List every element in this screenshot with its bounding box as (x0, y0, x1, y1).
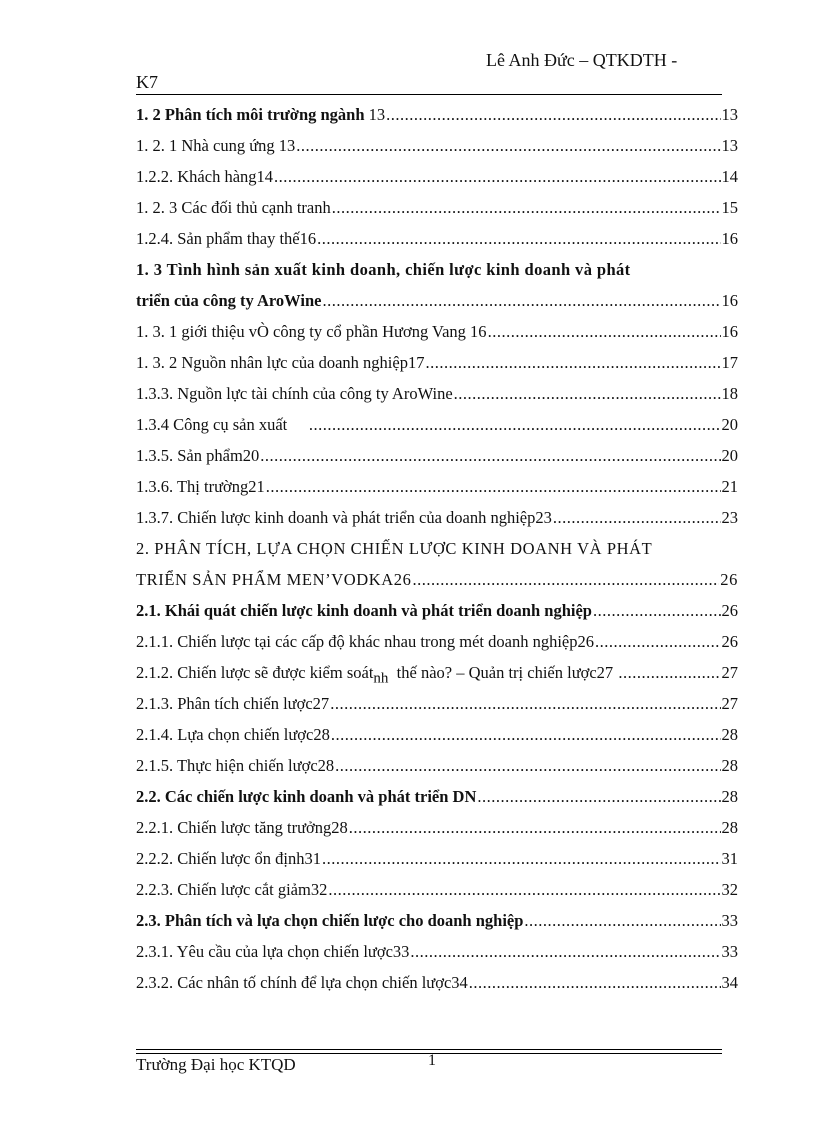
toc-entry-title: 2.1.4. Lựa chọn chiến lược28 (136, 725, 330, 744)
header-class: K7 (136, 72, 158, 92)
toc-entry (136, 569, 738, 600)
toc-entry-page: 26 (721, 632, 738, 651)
toc-entry-subscript: nh (373, 670, 389, 687)
header-rule (136, 94, 722, 95)
toc-leader-dots (328, 879, 720, 901)
toc-entry (136, 600, 738, 631)
toc-entry-page: 27 (721, 694, 738, 713)
toc-entry (136, 693, 738, 724)
toc-entry (136, 538, 738, 569)
toc-entry-title: 1. 3. 1 giới thiệu vÒ công ty cổ phần Hương Vang 16 (136, 322, 487, 341)
toc-entry (136, 197, 738, 228)
toc-entry (136, 259, 738, 290)
toc-entry (136, 817, 738, 848)
toc-entry-page: 17 (721, 353, 738, 372)
toc-entry (136, 352, 738, 383)
toc-entry (136, 848, 738, 879)
toc-leader-dots (335, 755, 720, 777)
toc-entry-title: 2.1.3. Phân tích chiến lược27 (136, 694, 330, 713)
toc-entry-title: 2.2.3. Chiến lược cắt giảm32 (136, 880, 328, 899)
toc-leader-dots (595, 631, 721, 653)
header-author: Lê Anh Đức – QTKDTH - (486, 50, 678, 70)
toc-entry (136, 445, 738, 476)
toc-entry (136, 879, 738, 910)
toc-entry-title: 2.2. Các chiến lược kinh doanh và phát triển DN (136, 787, 477, 806)
toc-leader-dots (322, 290, 720, 312)
toc-entry-title: 2.1. Khái quát chiến lược kinh doanh và phát triển doanh nghiệp (136, 601, 592, 620)
toc-leader-dots (553, 507, 721, 529)
toc-entry-page: 13 (721, 105, 738, 124)
toc-entry (136, 414, 738, 445)
toc-entry (136, 321, 738, 352)
toc-leader-dots (524, 910, 720, 932)
toc-entry-title: 1. 3 Tình hình sản xuất kinh doanh, chiến lược kinh doanh và phát (136, 260, 631, 279)
toc-entry-title: 1.2.2. Khách hàng14 (136, 167, 274, 186)
toc-entry-page: 23 (721, 508, 738, 527)
toc-leader-dots (331, 724, 721, 746)
toc-leader-dots (260, 445, 720, 467)
toc-entry-title: 1.3.6. Thị trường21 (136, 477, 265, 496)
toc-entry-title-rest: thế nào? – Quản trị chiến lược27 (388, 663, 618, 682)
toc-entry (136, 476, 738, 507)
toc-leader-dots (454, 383, 721, 405)
toc-entry-title: 1.2.4. Sản phẩm thay thế16 (136, 229, 317, 248)
toc-entry-page: 26 (720, 570, 738, 589)
toc-entry-title: 1.3.7. Chiến lược kinh doanh và phát triển của doanh nghiệp23 (136, 508, 552, 527)
toc-entry-page: 15 (721, 198, 738, 217)
toc-entry-page: 28 (721, 787, 738, 806)
toc-entry (136, 507, 738, 538)
toc-entry (136, 724, 738, 755)
toc-entry-page: 34 (721, 973, 738, 992)
toc-entry-title: 2.3. Phân tích và lựa chọn chiến lược cho doanh nghiệp (136, 911, 524, 930)
toc-entry-title: 2.3.2. Các nhân tố chính để lựa chọn chiến lược34 (136, 973, 468, 992)
toc-leader-dots (274, 166, 720, 188)
toc-entry-page: 28 (721, 818, 738, 837)
toc-entry-title: 2.2.1. Chiến lược tăng trưởng28 (136, 818, 348, 837)
toc-leader-dots (309, 414, 721, 436)
toc-entry-page: 16 (721, 229, 738, 248)
toc-entry-title: 2.1.2. Chiến lược sẽ được kiểm soát (136, 663, 374, 682)
toc-leader-dots (330, 693, 720, 715)
toc-leader-dots (488, 321, 721, 343)
toc-entry (136, 941, 738, 972)
toc-entry (136, 755, 738, 786)
toc-entry-title: 1.3.5. Sản phẩm20 (136, 446, 260, 465)
toc-entry-page: 31 (721, 849, 738, 868)
toc-leader-dots (349, 817, 721, 839)
toc-entry-page: 28 (721, 725, 738, 744)
toc-entry: 1. 2 Phân tích môi trường ngành 13 ..... 13 (136, 104, 738, 135)
toc-leader-dots (317, 228, 720, 250)
toc-entry-title: 1.3.3. Nguồn lực tài chính của công ty AroWine (136, 384, 453, 403)
toc-entry-page: 28 (721, 756, 738, 775)
toc-entry-page: 16 (721, 322, 738, 341)
toc-leader-dots (386, 104, 720, 126)
toc-entry (136, 166, 738, 197)
toc-entry-title: 2.2.2. Chiến lược ổn định31 (136, 849, 321, 868)
toc-entry-title: 2.3.1. Yêu cầu của lựa chọn chiến lược33 (136, 942, 410, 961)
toc-entry-page: 20 (721, 415, 738, 434)
toc-entry (136, 631, 738, 662)
toc-leader-dots (410, 941, 720, 963)
toc-leader-dots (593, 600, 721, 622)
toc-entry-page: 27 (721, 663, 738, 682)
toc-entry-page: 14 (721, 167, 738, 186)
footer-rule (136, 1049, 722, 1050)
toc-entry (136, 290, 738, 321)
toc-entry-title: 2.1.1. Chiến lược tại các cấp độ khác nhau trong mét doanh nghiệp26 (136, 632, 594, 651)
toc-entry-page: 33 (721, 942, 738, 961)
toc-leader-dots (477, 786, 720, 808)
toc-entry (136, 910, 738, 941)
toc-entry-title: 1. 2 Phân tích môi trường ngành (136, 105, 365, 124)
toc-entry-page: 32 (721, 880, 738, 899)
toc-leader-dots (618, 662, 720, 684)
toc-entry-page: 18 (721, 384, 738, 403)
toc-entry-title: TRIỂN SẢN PHẨM MEN’VODKA26 (136, 570, 412, 589)
toc-entry-page: 13 (721, 136, 738, 155)
toc-entry-page: 16 (721, 291, 738, 310)
toc-leader-dots (296, 135, 720, 157)
toc-entry-page: 21 (721, 477, 738, 496)
toc-entry-title: 2.1.5. Thực hiện chiến lược28 (136, 756, 335, 775)
footer-school: Trường Đại học KTQD (136, 1055, 296, 1074)
toc-entry (136, 662, 738, 693)
footer-page-number: 1 (428, 1052, 436, 1069)
toc-entry (136, 383, 738, 414)
toc-leader-dots (322, 848, 721, 870)
toc-entry-page: 33 (721, 911, 738, 930)
toc-entry-title: 1. 3. 2 Nguồn nhân lực của doanh nghiệp17 (136, 353, 425, 372)
toc-entry-page: 26 (721, 601, 738, 620)
toc-leader-dots (266, 476, 721, 498)
toc-entry-page: 20 (721, 446, 738, 465)
toc-leader-dots (412, 569, 719, 591)
toc-leader-dots (332, 197, 721, 219)
toc-entry-title: 1. 2. 1 Nhà cung ứng 13 (136, 136, 296, 155)
toc-entry-title: 1.3.4 Công cụ sản xuất (136, 415, 308, 434)
toc-leader-dots (469, 972, 721, 994)
toc-entry (136, 135, 738, 166)
toc-entry (136, 972, 738, 1003)
toc-leader-dots (425, 352, 720, 374)
toc-entry-title: 1. 2. 3 Các đối thủ cạnh tranh (136, 198, 331, 217)
toc-entry (136, 228, 738, 259)
table-of-contents (136, 104, 738, 1003)
toc-entry-title: triển của công ty AroWine (136, 291, 322, 310)
toc-entry-title: 2. PHÂN TÍCH, LỰA CHỌN CHIẾN LƯỢC KINH DOANH VÀ PHÁT (136, 539, 653, 558)
toc-entry (136, 786, 738, 817)
